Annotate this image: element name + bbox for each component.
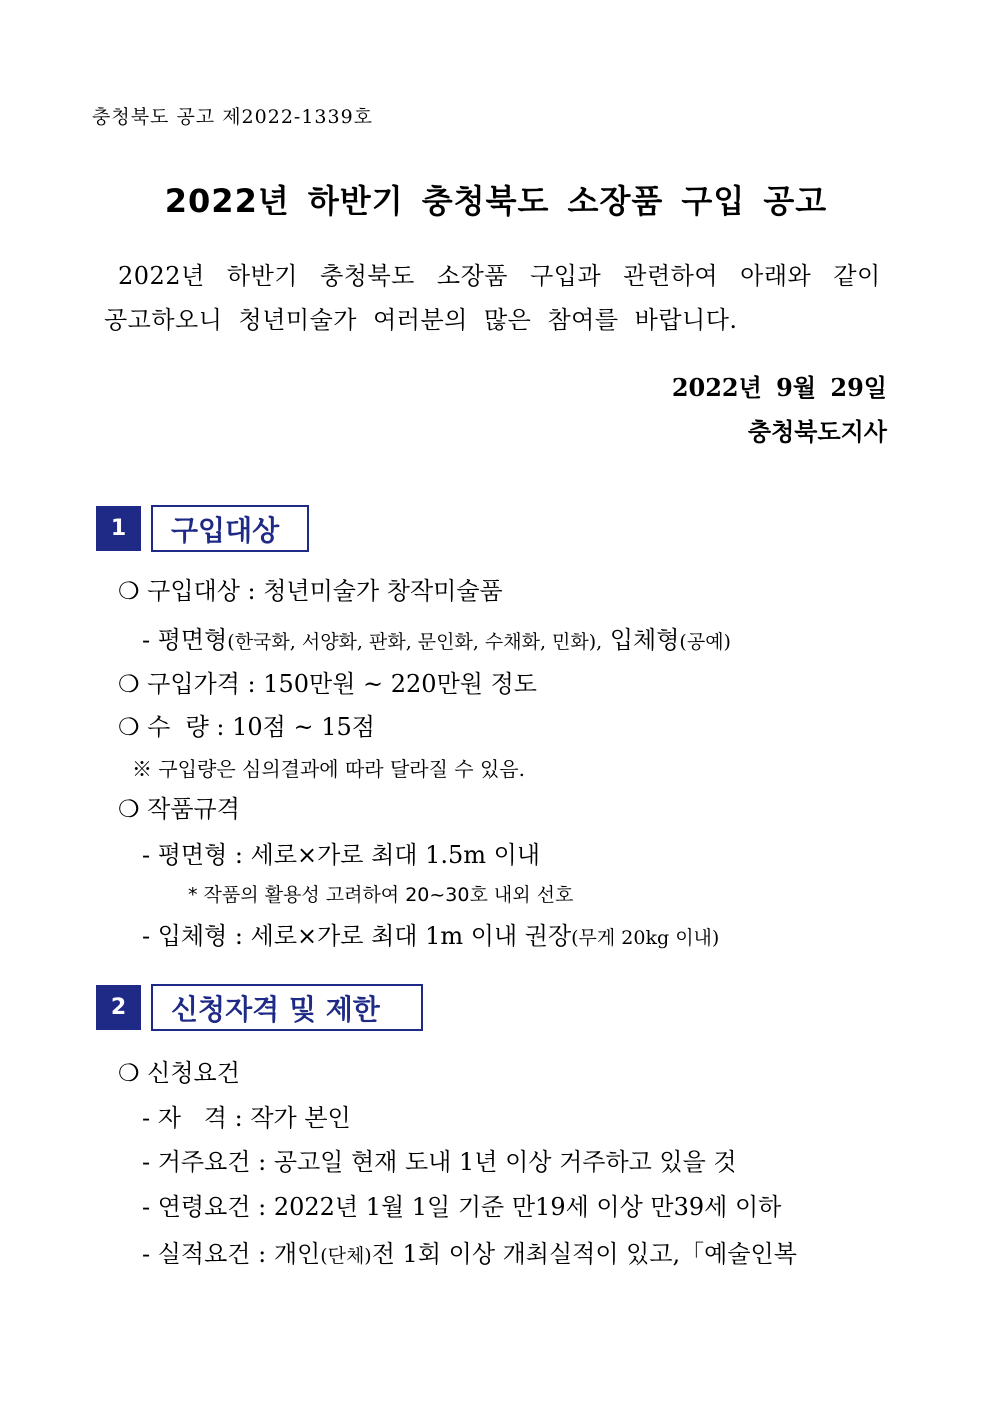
s2-qualification: - 자 격 : 작가 본인 [142,1104,351,1132]
s1-flat-type: - 평면형 [142,626,228,654]
s1-spec-flat: - 평면형 : 세로×가로 최대 1.5m 이내 [142,841,541,869]
section-2-title: 신청자격 및 제한 [151,984,423,1031]
section-1-title: 구입대상 [151,505,309,552]
intro-line-2: 공고하오니 청년미술가 여러분의 많은 참여를 바랍니다. [104,306,738,334]
s1-spec-3d [142,916,719,951]
s1-quantity-note: ※ 구입량은 심의결과에 따라 달라질 수 있음. [132,757,525,781]
s1-3d-type: 입체형 [602,626,680,654]
notice-date: 2022년 9월 29일 [671,373,887,402]
issuer: 충청북도지사 [747,417,887,446]
s1-price: ❍ 구입가격 : 150만원 ~ 220만원 정도 [118,670,537,698]
s2-record-rest: 전 1회 이상 개최실적이 있고,「예술인복 [371,1240,797,1268]
s2-record-group: (단체) [320,1245,372,1267]
intro-line-1: 2022년 하반기 충청북도 소장품 구입과 관련하여 아래와 같이 [118,262,881,290]
s1-3d-genre: (공예) [679,631,731,653]
s2-age: - 연령요건 : 2022년 1월 1일 기준 만19세 이상 만39세 이하 [142,1193,782,1221]
s1-quantity: ❍ 수 량 : 10점 ~ 15점 [118,713,375,741]
s1-spec-heading: ❍ 작품규격 [118,795,240,823]
s1-purchase-target: ❍ 구입대상 : 청년미술가 창작미술품 [118,577,503,605]
s1-types [142,620,731,655]
s1-spec-3d-main: - 입체형 : 세로×가로 최대 1m 이내 권장 [142,922,572,950]
notice-number: 충청북도 공고 제2022-1339호 [92,106,374,128]
document-title: 2022년 하반기 충청북도 소장품 구입 공고 [164,182,828,220]
section-2-number: 2 [96,985,141,1030]
section-1-number: 1 [96,506,141,551]
s1-flat-genres: (한국화, 서양화, 판화, 문인화, 수채화, 민화), [227,631,603,653]
s1-spec-flat-note: * 작품의 활용성 고려하여 20~30호 내외 선호 [188,884,574,906]
s2-residence: - 거주요건 : 공고일 현재 도내 1년 이상 거주하고 있을 것 [142,1148,737,1176]
s1-spec-3d-weight: (무게 20kg 이내) [571,927,720,949]
s2-record [142,1234,797,1269]
s2-requirements-heading: ❍ 신청요건 [118,1059,240,1087]
s2-record-main: - 실적요건 : 개인 [142,1240,321,1268]
